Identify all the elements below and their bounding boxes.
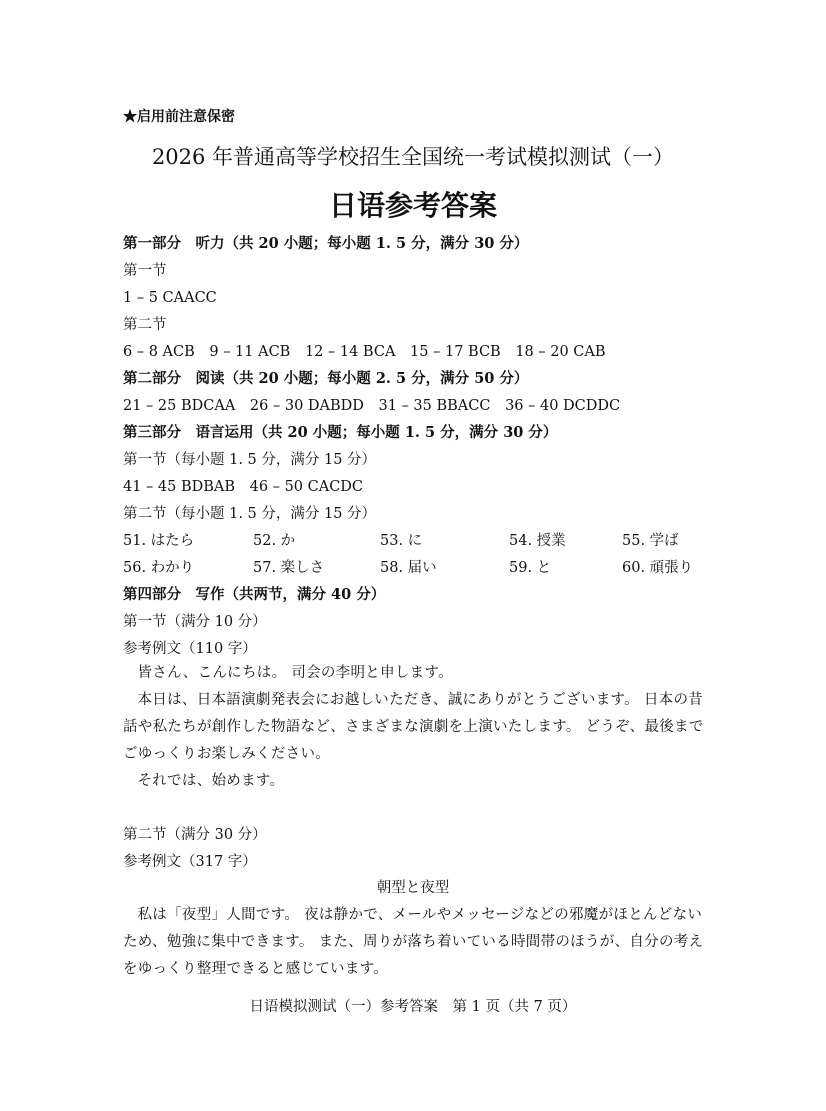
answer-item: 57. 楽しさ — [253, 560, 325, 576]
part2-heading: 第二部分 阅读（共 20 小题；每小题 2. 5 分，满分 50 分） — [123, 370, 529, 387]
part3-section2-label: 第二节（每小题 1. 5 分，满分 15 分） — [123, 506, 377, 522]
answer-group: 21 – 25 BDCAA — [123, 398, 236, 414]
sample-paragraph: それでは、始めます。 — [137, 773, 285, 789]
answer-item: 59. と — [509, 560, 552, 576]
part1-section1-answers: 1 – 5 CAACC — [123, 290, 217, 306]
answer-group: 6 – 8 ACB — [123, 344, 195, 360]
part1-section1-label: 第一节 — [123, 263, 167, 279]
document-title: 日语参考答案 — [328, 189, 497, 222]
part4-heading: 第四部分 写作（共两节，满分 40 分） — [123, 586, 386, 603]
answer-item: 51. はたら — [123, 533, 195, 549]
answer-item: 52. か — [253, 533, 296, 549]
answer-group: 26 – 30 DABDD — [249, 398, 364, 414]
answer-group: 15 – 17 BCB — [410, 344, 501, 360]
part1-section2-label: 第二节 — [123, 317, 167, 333]
sample-paragraph: 皆さん、こんにちは。 司会の李明と申します。 — [137, 665, 453, 681]
answer-item: 60. 頑張り — [622, 560, 694, 576]
part4-section2-sample-label: 参考例文（317 字） — [123, 854, 257, 870]
part3-section1-answers — [123, 477, 373, 497]
exam-title: 2026 年普通高等学校招生全国统一考试模拟测试（一） — [151, 145, 675, 169]
answer-item: 56. わかり — [123, 560, 195, 576]
answer-group: 12 – 14 BCA — [304, 344, 396, 360]
confidential-note: ★启用前注意保密 — [123, 109, 235, 125]
essay-paragraph: 私は「夜型」人間です。 夜は静かで、メールやメッセージなどの邪魔がほとんどないため、勉強に集中できます。 また、周りが落ち着いている時間帯のほうが、自分の考えをゆっくり整理できると感じています。 — [123, 907, 704, 977]
answer-group: 46 – 50 CACDC — [249, 479, 364, 495]
part2-answers — [123, 396, 630, 416]
part3-heading: 第三部分 语言运用（共 20 小题；每小题 1. 5 分，满分 30 分） — [123, 424, 558, 441]
answer-item: 55. 学ば — [622, 533, 679, 549]
answer-group: 9 – 11 ACB — [209, 344, 291, 360]
part1-heading: 第一部分 听力（共 20 小题；每小题 1. 5 分，满分 30 分） — [123, 235, 529, 252]
answer-group: 31 – 35 BBACC — [378, 398, 491, 414]
page-footer: 日语模拟测试（一）参考答案 第 1 页（共 7 页） — [249, 999, 577, 1015]
sample-paragraph: 本日は、日本語演劇発表会にお越しいただき、誠にありがとうございます。 日本の昔話や私たちが創作した物語など、さまざまな演劇を上演いたします。 どうぞ、最後までごゆっくりお楽しみください。 — [123, 692, 704, 762]
part4-section2-label: 第二节（满分 30 分） — [123, 827, 267, 843]
essay-title: 朝型と夜型 — [376, 880, 450, 896]
part4-section1-sample-label: 参考例文（110 字） — [123, 641, 257, 657]
part4-section1-label: 第一节（满分 10 分） — [123, 614, 267, 630]
answer-item: 58. 届い — [380, 560, 437, 576]
answer-group: 36 – 40 DCDDC — [505, 398, 621, 414]
answer-item: 53. に — [380, 533, 423, 549]
answer-item: 54. 授業 — [509, 533, 566, 549]
part3-section1-label: 第一节（每小题 1. 5 分，满分 15 分） — [123, 452, 377, 468]
answer-group: 41 – 45 BDBAB — [123, 479, 236, 495]
part1-section2-answers — [123, 342, 616, 362]
answer-group: 18 – 20 CAB — [515, 344, 606, 360]
